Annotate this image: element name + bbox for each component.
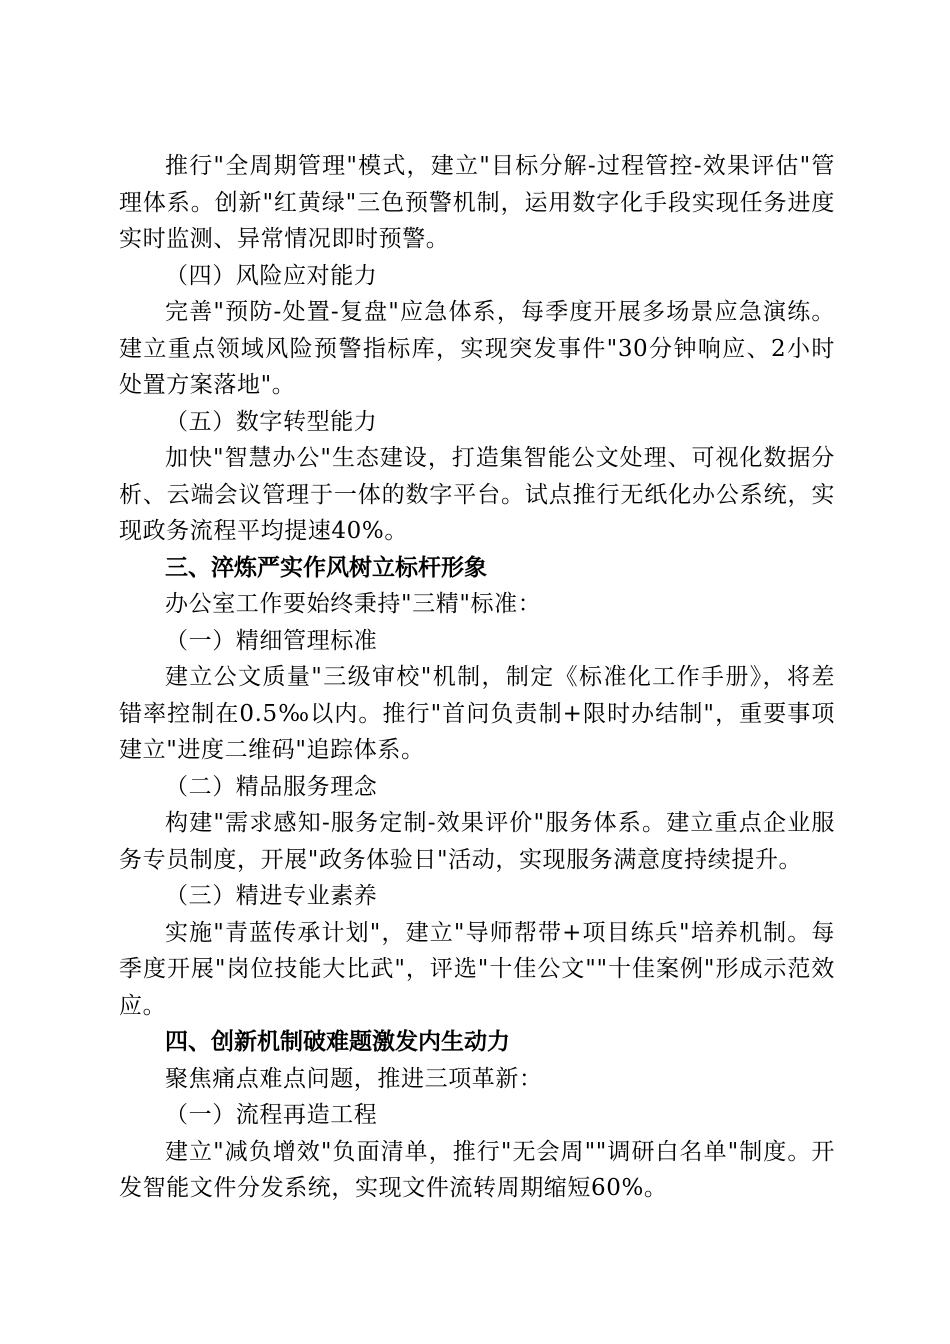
paragraph: 加快"智慧办公"生态建设，打造集智能公文处理、可视化数据分析、云端会议管理于一体的数字平台。试点推行无纸化办公系统，实现政务流程平均提速40%。 <box>119 445 835 544</box>
subsection-heading: （三）精进专业素养 <box>165 883 378 909</box>
paragraph: 建立公文质量"三级审校"机制，制定《标准化工作手册》，将差错率控制在0.5‰以内。推行"首问负责制+限时办结制"，重要事项建立"进度二维码"追踪体系。 <box>119 664 835 763</box>
subsection-heading: （五）数字转型能力 <box>165 408 378 435</box>
paragraph: 聚焦痛点难点问题，推进三项革新： <box>165 1065 543 1092</box>
subsection-heading: （一）流程再造工程 <box>165 1102 378 1128</box>
document-body <box>119 148 835 1207</box>
section-heading: 四、创新机制破难题激发内生动力 <box>165 1029 510 1055</box>
paragraph: 完善"预防-处置-复盘"应急体系，每季度开展多场景应急演练。建立重点领域风险预警指标库，实现突发事件"30分钟响应、2小时处置方案落地"。 <box>119 299 835 398</box>
section-heading: 三、淬炼严实作风树立标杆形象 <box>165 554 487 581</box>
subsection-heading: （四）风险应对能力 <box>165 262 378 289</box>
subsection-heading: （二）精品服务理念 <box>165 773 378 800</box>
paragraph: 实施"青蓝传承计划"，建立"导师帮带+项目练兵"培养机制。每季度开展"岗位技能大比武"，评选"十佳公文""十佳案例"形成示范效应。 <box>119 919 835 1019</box>
paragraph: 建立"减负增效"负面清单，推行"无会周""调研白名单"制度。开发智能文件分发系统，实现文件流转周期缩短60%。 <box>119 1138 835 1201</box>
paragraph: 推行"全周期管理"模式，建立"目标分解-过程管控-效果评估"管理体系。创新"红黄绿"三色预警机制，运用数字化手段实现任务进度实时监测、异常情况即时预警。 <box>119 153 835 252</box>
paragraph: 构建"需求感知-服务定制-效果评价"服务体系。建立重点企业服务专员制度，开展"政务体验日"活动，实现服务满意度持续提升。 <box>119 810 835 873</box>
subsection-heading: （一）精细管理标准 <box>165 627 378 654</box>
paragraph: 办公室工作要始终秉持"三精"标准： <box>165 591 542 617</box>
